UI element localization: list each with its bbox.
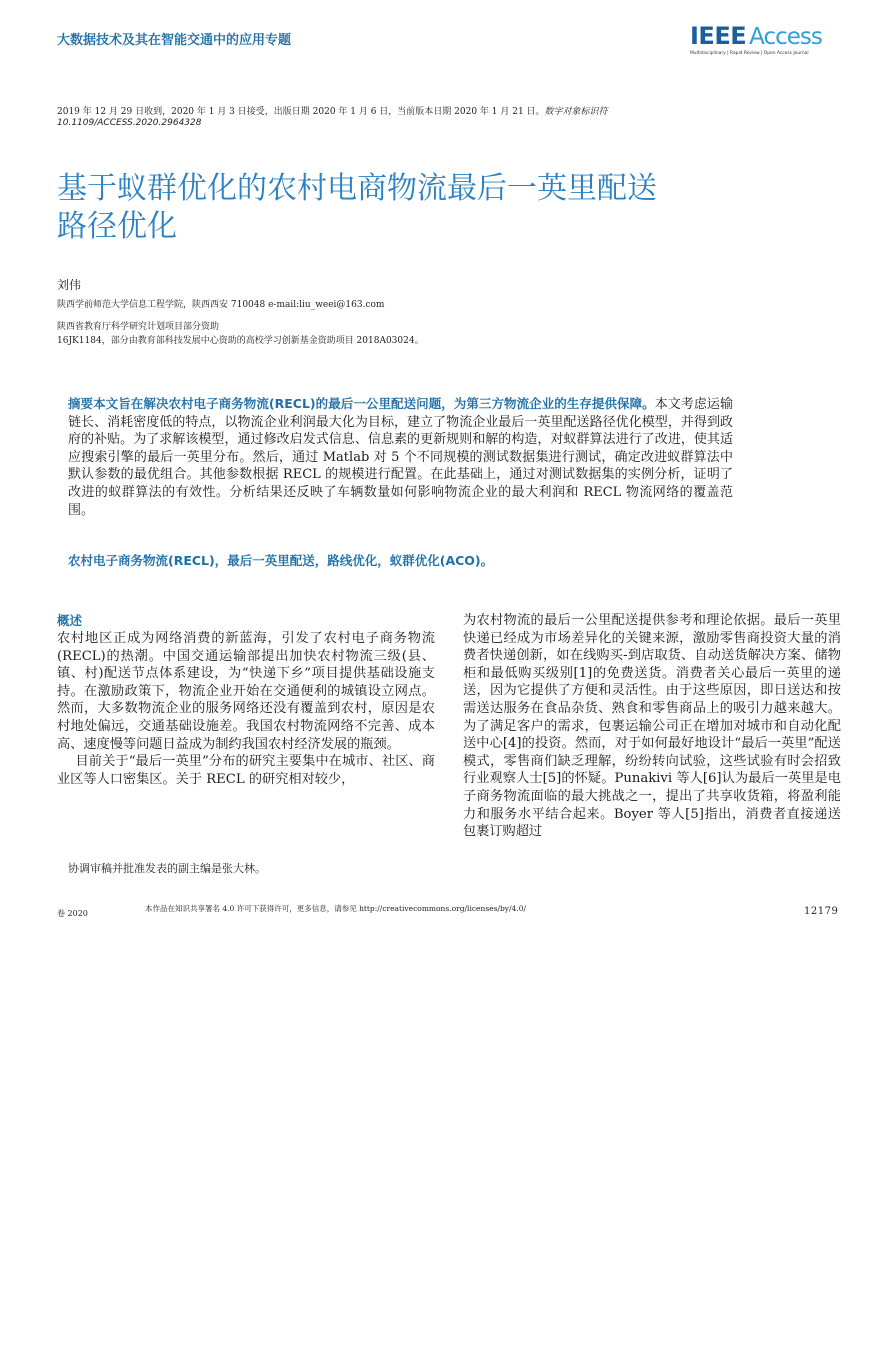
editor-note: 协调审稿并批准发表的副主编是张大林。 bbox=[68, 862, 266, 875]
funding bbox=[57, 320, 424, 348]
funding-line-1: 陕西省教育厅科学研究计划项目部分资助 bbox=[57, 322, 220, 332]
left-column bbox=[57, 630, 435, 788]
right-paragraph-1: 为农村物流的最后一公里配送提供参考和理论依据。最后一英里快递已经成为市场差异化的关键来源，激励零售商投资大量的消费者快递创新，如在线购买-到店取货、自动送货解决方案、储物柜和最低购买级别[1]的免费送货。消费者关心最后一英里的递送，因为它提供了方便和灵活性。由于这些原因，即日送达和按需送达服务在食品杂货、熟食和零售商品上的吸引力越来越大。为了满足客户的需求，包裹运输公司正在增加对城市和自动化配送中心[4]的投资。然而，对于如何最好地设计“最后一英里”配送模式，零售商们缺乏理解，纷纷转向试验，这些试验有时会招致行业观察人士[5]的怀疑。Punakivi 等人[6]认为最后一英里是电子商务物流面临的最大挑战之一，提出了共享收货箱，将盈利能力和服务水平结合起来。Boyer 等人[5]指出，消费者直接递送包裹订购超过 bbox=[463, 613, 841, 840]
left-paragraph-2: 目前关于“最后一英里”分布的研究主要集中在城市、社区、商业区等人口密集区。关于 RECL 的研究相对较少， bbox=[57, 754, 435, 787]
license-note: 本作品在知识共享署名 4.0 许可下获得许可，更多信息，请参见 http://creativecommons.org/licenses/by/4.0/ bbox=[145, 904, 526, 913]
ieee-access-logo bbox=[690, 22, 840, 64]
affiliation: 陕西学前师范大学信息工程学院，陕西西安 710048 e-mail:liu_weei@163.com bbox=[57, 300, 385, 310]
funding-line-2: 16JK1184，部分由教育部科技发展中心资助的高校学习创新基金资助项目 2018A03024。 bbox=[57, 336, 424, 346]
received-dates bbox=[57, 104, 608, 117]
logo-ieee-text: IEEE bbox=[690, 22, 747, 50]
title-line-2: 路径优化 bbox=[57, 209, 177, 244]
paper-title bbox=[57, 170, 697, 246]
doi: 10.1109/ACCESS.2020.2964328 bbox=[57, 118, 202, 128]
special-issue-topic: 大数据技术及其在智能交通中的应用专题 bbox=[57, 33, 292, 48]
logo-access-text: Access bbox=[749, 24, 822, 50]
abstract-lead: 摘要本文旨在解决农村电子商务物流(RECL)的最后一公里配送问题，为第三方物流企业的生存提供保障。 bbox=[68, 396, 655, 411]
section-heading: 概述 bbox=[57, 613, 83, 628]
title-line-1: 基于蚁群优化的农村电商物流最后一英里配送 bbox=[57, 171, 657, 206]
abstract bbox=[68, 395, 733, 519]
keywords: 农村电子商务物流(RECL)，最后一英里配送，路线优化，蚁群优化(ACO)。 bbox=[68, 553, 494, 568]
abstract-body: 本文考虑运输链长、消耗密度低的特点，以物流企业利润最大化为目标，建立了物流企业最后一英里配送路径优化模型，并得到政府的补贴。为了求解该模型，通过修改启发式信息、信息素的更新规则和解的构造，对蚁群算法进行了改进，使其适应搜索引擎的最后一英里分布。然后，通过 Matlab 对 5 个不同规模的测试数据集进行测试，确定改进蚁群算法中默认参数的最优组合。其他参数根据 RECL 的规模进行配置。在此基础上，通过对测试数据集的实例分析，证明了改进的蚁群算法的有效性。分析结果还反映了车辆数量如何影响物流企业的最大利润和 RECL 物流网络的覆盖范围。 bbox=[68, 397, 733, 518]
left-paragraph-1: 农村地区正成为网络消费的新蓝海，引发了农村电子商务物流(RECL)的热潮。中国交通运输部提出加快农村物流三级(县、镇、村)配送节点体系建设，为“快递下乡”项目提供基础设施支持。在激励政策下，物流企业开始在交通便利的城镇设立网点。然而，大多数物流企业的服务网络还没有覆盖到农村，原因是农村地处偏远，交通基础设施差。我国农村物流网络不完善、成本高、速度慢等问题日益成为制约我国农村经济发展的瓶颈。 bbox=[57, 631, 435, 752]
volume: 卷 2020 bbox=[57, 909, 88, 918]
author: 刘伟 bbox=[57, 278, 82, 292]
page-number: 12179 bbox=[804, 906, 839, 917]
doi-label: 数字对象标识符 bbox=[544, 107, 608, 117]
logo-tagline: Multidisciplinary | Rapid Review | Open Access Journal bbox=[690, 51, 809, 56]
right-column bbox=[463, 612, 841, 841]
received-text: 2019 年 12 月 29 日收到，2020 年 1 月 3 日接受，出版日期 2020 年 1 月 6 日，当前版本日期 2020 年 1 月 21 日。 bbox=[57, 107, 545, 117]
